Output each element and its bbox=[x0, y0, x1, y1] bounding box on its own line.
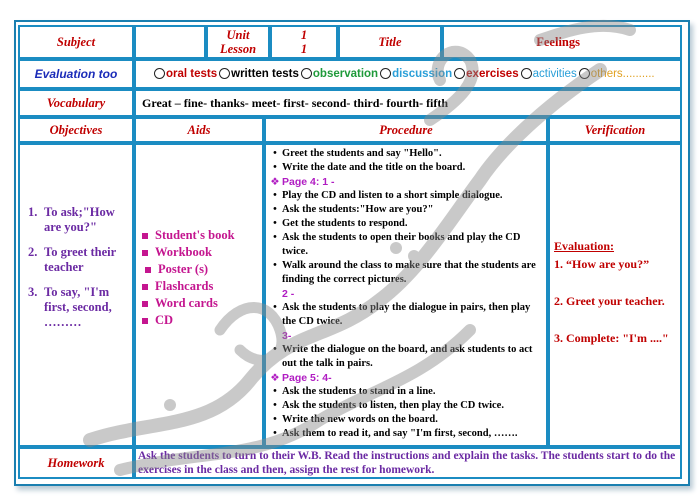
page5-label: Page 5: 4- bbox=[282, 372, 332, 384]
procedure-item bbox=[268, 189, 542, 203]
procedure-item bbox=[268, 161, 542, 175]
vocabulary-label: Vocabulary bbox=[18, 89, 134, 117]
eval-option-exercises[interactable] bbox=[454, 68, 518, 80]
procedure-cell bbox=[264, 143, 548, 447]
procedure-text: Write the date and the title on the board. bbox=[282, 162, 466, 173]
procedure-text: Greet the students and say "Hello". bbox=[282, 148, 442, 159]
procedure-item bbox=[268, 203, 542, 217]
unit-label: Unit bbox=[226, 28, 250, 42]
procedure-item bbox=[268, 217, 542, 231]
homework-text: Ask the students to turn to their W.B. Read the instructions and explain the tasks. The students start to do the exercises in the class and then, assign the rest for homework. bbox=[134, 447, 682, 479]
radio-circle-icon bbox=[380, 68, 391, 79]
eval-option-others[interactable] bbox=[579, 68, 655, 80]
eval-option-observation[interactable] bbox=[301, 68, 378, 80]
round-bullet-icon: • bbox=[273, 344, 277, 355]
aid-text: Word cards bbox=[155, 296, 218, 310]
aid-text: Student's book bbox=[155, 228, 235, 242]
aid-item bbox=[142, 295, 262, 312]
page5-marker bbox=[268, 371, 542, 385]
unit-value: 1 bbox=[300, 28, 308, 42]
aid-text: CD bbox=[155, 313, 174, 327]
unit-lesson-labels bbox=[206, 25, 270, 59]
eval-discussion-text: discussion bbox=[392, 68, 453, 80]
verification-item bbox=[554, 257, 676, 272]
radio-circle-icon bbox=[521, 68, 532, 79]
square-bullet-icon bbox=[142, 233, 148, 239]
verification-cell bbox=[548, 143, 682, 447]
evaluation-options bbox=[134, 59, 682, 89]
page4-marker bbox=[268, 175, 542, 189]
verification-number: 3. bbox=[554, 331, 563, 345]
subject-value bbox=[134, 25, 206, 59]
aid-item bbox=[142, 244, 262, 261]
verification-item bbox=[554, 331, 676, 346]
lesson-label: Lesson bbox=[219, 42, 257, 56]
round-bullet-icon: • bbox=[273, 148, 277, 159]
objective-text: To say, "I'm first, second, ……… bbox=[44, 285, 112, 329]
vocabulary-value: Great – fine- thanks- meet- first- second- third- fourth- fifth bbox=[134, 89, 682, 117]
diamond-flower-icon: ❖ bbox=[270, 372, 280, 384]
procedure-text: Write the new words on the board. bbox=[282, 414, 438, 425]
procedure-item bbox=[268, 259, 542, 287]
step3-marker bbox=[268, 329, 542, 343]
round-bullet-icon: • bbox=[273, 218, 277, 229]
verification-text: Complete: "I'm ...." bbox=[566, 331, 669, 345]
eval-option-activities[interactable] bbox=[521, 68, 577, 80]
procedure-item bbox=[268, 343, 542, 371]
round-bullet-icon: • bbox=[273, 190, 277, 201]
eval-written-text: written tests bbox=[231, 68, 299, 80]
square-bullet-icon bbox=[142, 250, 148, 256]
procedure-text: Ask the students to stand in a line. bbox=[282, 386, 436, 397]
verification-text: Greet your teacher. bbox=[566, 294, 665, 308]
square-bullet-icon bbox=[142, 284, 148, 290]
procedure-item bbox=[268, 147, 542, 161]
eval-oral-text: oral tests bbox=[166, 68, 218, 80]
round-bullet-icon: • bbox=[273, 414, 277, 425]
diamond-flower-icon: ❖ bbox=[270, 176, 280, 188]
round-bullet-icon: • bbox=[273, 428, 277, 439]
unit-lesson-values bbox=[270, 25, 338, 59]
verification-heading: Evaluation: bbox=[554, 239, 615, 253]
aid-item bbox=[142, 227, 262, 244]
objective-item bbox=[28, 245, 128, 275]
aid-item bbox=[142, 261, 262, 278]
square-bullet-icon bbox=[142, 318, 148, 324]
procedure-text: Play the CD and listen to a short simple dialogue. bbox=[282, 190, 503, 201]
procedure-text: Write the dialogue on the board, and ask students to act out the talk in pairs. bbox=[282, 344, 533, 369]
eval-option-oral[interactable] bbox=[154, 68, 217, 80]
aid-text: Flashcards bbox=[155, 279, 214, 293]
round-bullet-icon: • bbox=[273, 232, 277, 243]
aids-header: Aids bbox=[134, 117, 264, 143]
aid-item bbox=[142, 312, 262, 329]
round-bullet-icon: • bbox=[273, 386, 277, 397]
round-bullet-icon: • bbox=[273, 162, 277, 173]
radio-circle-icon bbox=[454, 68, 465, 79]
procedure-item bbox=[268, 301, 542, 329]
objectives-list bbox=[28, 205, 128, 330]
objective-text: To ask;"How are you?" bbox=[44, 205, 115, 234]
radio-circle-icon bbox=[154, 68, 165, 79]
eval-others-text: others.......... bbox=[590, 68, 655, 80]
eval-option-written[interactable] bbox=[219, 68, 299, 80]
procedure-item bbox=[268, 399, 542, 413]
evaluation-label: Evaluation too bbox=[18, 59, 134, 89]
procedure-text: Ask the students to play the dialogue in pairs, then play the CD twice. bbox=[282, 302, 531, 327]
round-bullet-icon: • bbox=[273, 400, 277, 411]
aids-cell bbox=[134, 143, 264, 447]
eval-observation-text: observation bbox=[312, 68, 379, 80]
round-bullet-icon: • bbox=[273, 302, 277, 313]
procedure-text: Get the students to respond. bbox=[282, 218, 408, 229]
square-bullet-icon bbox=[145, 267, 151, 273]
objectives-cell bbox=[18, 143, 134, 447]
title-value: Feelings bbox=[442, 25, 682, 59]
round-bullet-icon: • bbox=[273, 260, 277, 271]
step2-marker bbox=[268, 287, 542, 301]
objective-number: 3. bbox=[28, 285, 38, 299]
objective-text: To greet their teacher bbox=[44, 245, 116, 274]
radio-circle-icon bbox=[219, 68, 230, 79]
verification-number: 1. bbox=[554, 257, 563, 271]
objective-number: 1. bbox=[28, 205, 38, 219]
objective-number: 2. bbox=[28, 245, 38, 259]
procedure-item bbox=[268, 413, 542, 427]
verification-item bbox=[554, 294, 676, 309]
procedure-item bbox=[268, 385, 542, 399]
aids-list bbox=[142, 227, 262, 329]
procedure-header: Procedure bbox=[264, 117, 548, 143]
objective-item bbox=[28, 285, 128, 330]
procedure-text: Ask them to read it, and say "I'm first, second, ……. bbox=[282, 428, 518, 439]
subject-label: Subject bbox=[18, 25, 134, 59]
procedure-text: Ask the students to listen, then play the CD twice. bbox=[282, 400, 504, 411]
objectives-header: Objectives bbox=[18, 117, 134, 143]
aid-text: Workbook bbox=[155, 245, 212, 259]
objective-item bbox=[28, 205, 128, 235]
square-bullet-icon bbox=[142, 301, 148, 307]
title-label: Title bbox=[338, 25, 442, 59]
aid-item bbox=[142, 278, 262, 295]
procedure-text: Walk around the class to make sure that the students are finding the correct pictures. bbox=[282, 260, 536, 285]
procedure-text: Ask the students:"How are you?" bbox=[282, 204, 434, 215]
round-bullet-icon: • bbox=[273, 204, 277, 215]
verification-header: Verification bbox=[548, 117, 682, 143]
lesson-value: 1 bbox=[300, 42, 308, 56]
radio-circle-icon bbox=[301, 68, 312, 79]
aid-text: Poster (s) bbox=[158, 262, 209, 276]
eval-exercises-text: exercises bbox=[466, 68, 519, 80]
verification-text: “How are you?” bbox=[566, 257, 650, 271]
step2-label: 2 - bbox=[282, 288, 295, 300]
eval-option-discussion[interactable] bbox=[380, 68, 452, 80]
eval-activities-text: activities bbox=[532, 68, 577, 80]
verification-number: 2. bbox=[554, 294, 563, 308]
page4-label: Page 4: 1 - bbox=[282, 176, 335, 188]
homework-label: Homework bbox=[18, 447, 134, 479]
radio-circle-icon bbox=[579, 68, 590, 79]
procedure-text: Ask the students to open their books and play the CD twice. bbox=[282, 232, 521, 257]
procedure-item bbox=[268, 231, 542, 259]
step3-label: 3- bbox=[282, 330, 292, 342]
procedure-item bbox=[268, 427, 542, 441]
